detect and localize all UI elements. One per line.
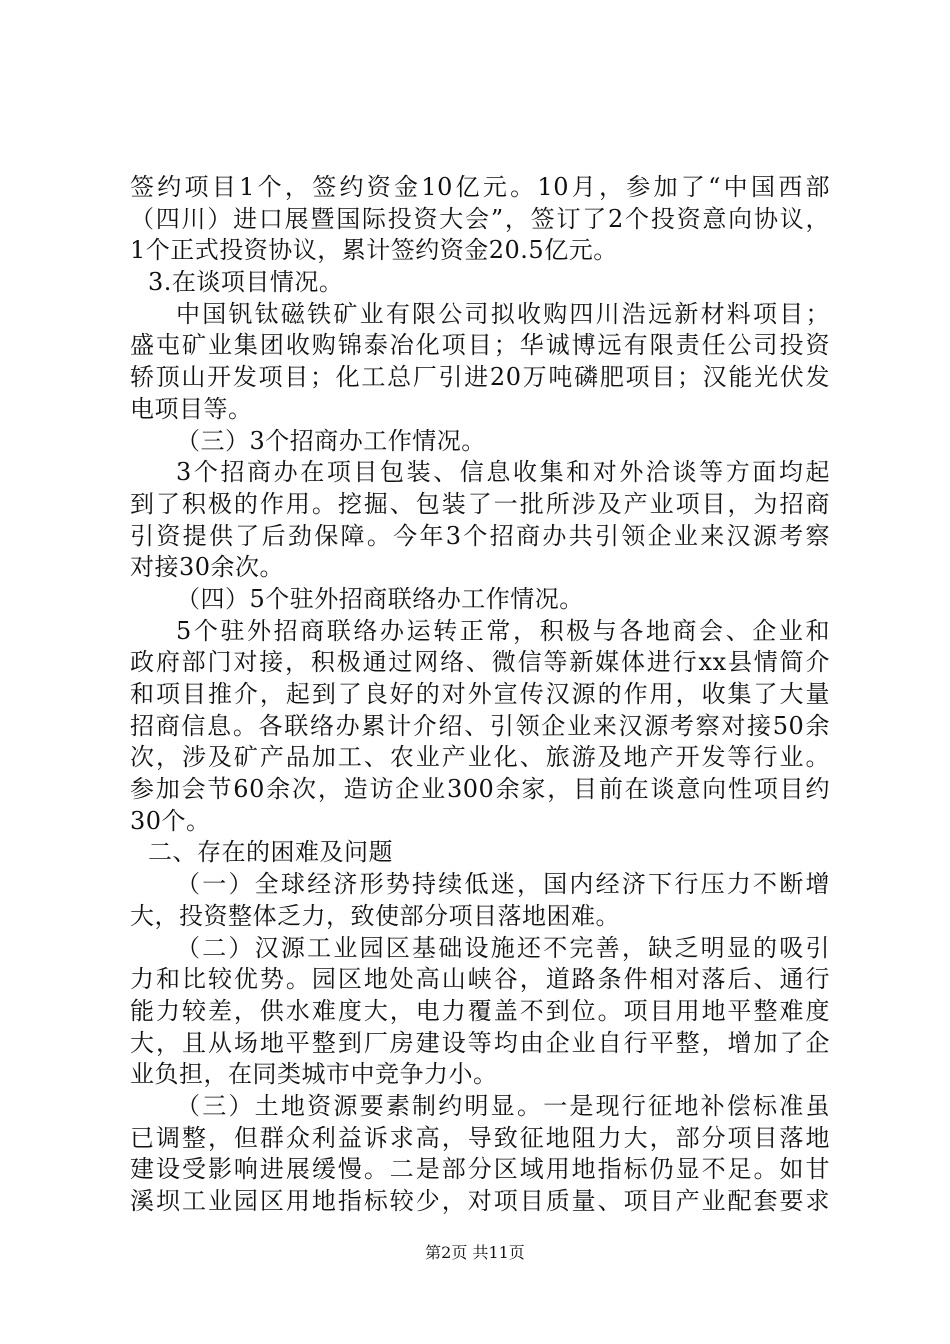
text-line: 到了积极的作用。挖掘、包装了一批所涉及产业项目，为招商 xyxy=(130,489,830,518)
text-line: 中国钒钛磁铁矿业有限公司拟收购四川浩远新材料项目； xyxy=(176,299,830,328)
text-line: 轿顶山开发项目；化工总厂引进20万吨磷肥项目；汉能光伏发 xyxy=(130,363,830,392)
text-line: 1个正式投资协议，累计签约资金20.5亿元。 xyxy=(130,236,618,265)
text-line: 和项目推介，起到了良好的对外宣传汉源的作用，收集了大量 xyxy=(130,680,830,708)
text-line: 对接30余次。 xyxy=(130,553,285,582)
text-line: 参加会节60余次，造访企业300余家，目前在谈意向性项目约 xyxy=(130,775,830,804)
text-line: 政府部门对接，积极通过网络、微信等新媒体进行xx县情简介 xyxy=(130,648,830,677)
text-line: 3个招商办在项目包装、信息收集和对外洽谈等方面均起 xyxy=(176,458,830,487)
text-line: 大，且从场地平整到厂房建设等均由企业自行平整，增加了企 xyxy=(130,1028,830,1057)
text-line: 大，投资整体乏力，致使部分项目落地困难。 xyxy=(130,901,620,930)
text-line: （四）5个驻外招商联络办工作情况。 xyxy=(176,584,584,613)
document-body xyxy=(130,172,830,1218)
text-line: 30个。 xyxy=(130,806,211,835)
text-line: 力和比较优势。园区地处高山峡谷，道路条件相对落后、通行 xyxy=(130,965,830,994)
text-line: （二）汉源工业园区基础设施还不完善，缺乏明显的吸引 xyxy=(176,933,830,962)
text-line: 二、存在的困难及问题 xyxy=(148,838,393,867)
text-line: 溪坝工业园区用地指标较少，对项目质量、项目产业配套要求 xyxy=(130,1187,830,1215)
text-line: 签约项目1个，签约资金10亿元。10月，参加了“中国西部 xyxy=(130,173,830,201)
text-line: （三）3个招商办工作情况。 xyxy=(176,426,486,455)
page-footer: 第2页 共11页 xyxy=(425,1243,525,1262)
text-line: 盛屯矿业集团收购锦泰冶化项目；华诚博远有限责任公司投资 xyxy=(130,331,830,360)
text-line: 引资提供了后劲保障。今年3个招商办共引领企业来汉源考察 xyxy=(130,521,830,550)
text-line: （一）全球经济形势持续低迷，国内经济下行压力不断增 xyxy=(176,870,830,899)
text-line: 电项目等。 xyxy=(130,394,253,423)
text-line: 招商信息。各联络办累计介绍、引领企业来汉源考察对接50余 xyxy=(130,711,830,740)
text-line: 5个驻外招商联络办运转正常，积极与各地商会、企业和 xyxy=(176,616,830,645)
text-line: 次，涉及矿产品加工、农业产业化、旅游及地产开发等行业。 xyxy=(130,743,830,772)
text-line: （四川）进口展暨国际投资大会”，签订了2个投资意向协议， xyxy=(130,204,830,233)
text-line: （三）土地资源要素制约明显。一是现行征地补偿标准虽 xyxy=(176,1091,830,1120)
text-line: 建设受影响进展缓慢。二是部分区域用地指标仍显不足。如甘 xyxy=(130,1155,830,1184)
text-line: 已调整，但群众利益诉求高，导致征地阻力大，部分项目落地 xyxy=(130,1123,830,1152)
text-line: 业负担，在同类城市中竞争力小。 xyxy=(130,1060,498,1089)
text-line: 能力较差，供水难度大，电力覆盖不到位。项目用地平整难度 xyxy=(130,996,830,1025)
text-line: 3.在谈项目情况。 xyxy=(148,268,344,297)
